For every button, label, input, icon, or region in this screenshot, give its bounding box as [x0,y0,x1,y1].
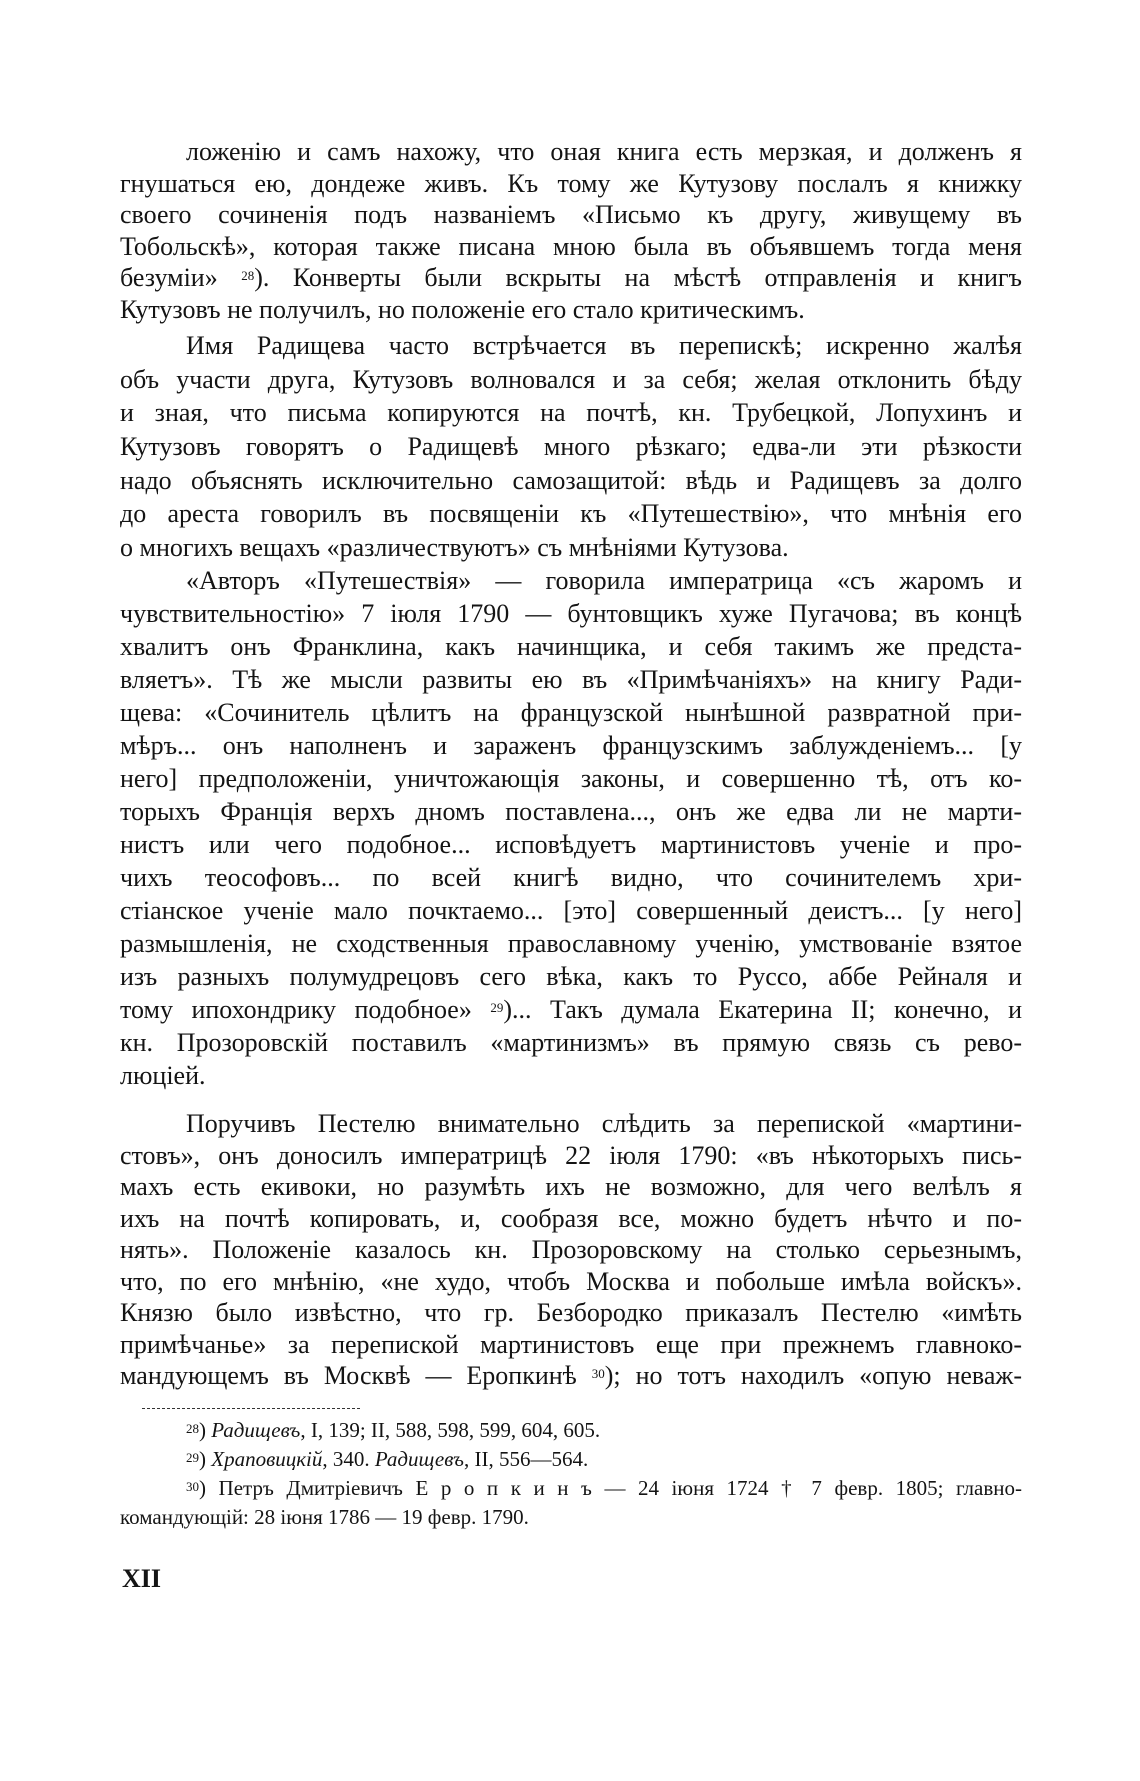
footnote-reference: 29 [490,999,504,1015]
text-line [120,1171,1022,1203]
text-line [120,993,1022,1026]
text-line [120,861,1022,894]
text-line [120,1297,1022,1329]
text-run: мѣръ... онъ наполненъ и зараженъ французскимъ заблужденіемъ... [у [120,730,1022,760]
text-run: хвалитъ онъ Франклина, какъ начинщика, и себя такимъ же предста- [120,631,1022,661]
italic-citation: Храповицкій [211,1447,323,1471]
text-run: , I, 139; II, 588, 598, 599, 604, 605. [300,1418,601,1442]
text-line [120,329,1022,363]
page-number: XII [122,1564,162,1593]
text-line [120,168,1022,200]
text-run: объ участи друга, Кутузовъ волновался и за себя; желая отклонить бѣду [120,364,1022,394]
text-line [120,1329,1022,1361]
text-line [120,1140,1022,1172]
text-run: «Авторъ «Путешествія» — говорила императрица «съ жаромъ и [186,565,1022,595]
footnote-reference: 30 [591,1366,605,1382]
text-line [120,1108,1022,1140]
text-line [120,497,1022,531]
text-run: ); но тотъ находилъ «опую неваж- [604,1361,1022,1391]
text-run: и зная, что письма копируются на почтѣ, кн. Трубецкой, Лопухинъ и [120,398,1022,428]
text-line [120,828,1022,861]
paragraph [120,329,1022,564]
text-run: ) Петръ Дмитріевичъ Е р о п к и н ъ — 24 іюня 1724 † 7 февр. 1805; главно- [199,1476,1022,1500]
text-line [120,663,1022,696]
paragraph [120,564,1022,1092]
text-run: нять». Положеніе казалось кн. Прозоровскому на столько серьезнымъ, [120,1235,1022,1265]
text-run: стіанское ученіе мало почктаемо... [это] совершенный деистъ... [у него] [120,895,1022,925]
footnote-reference: 29 [186,1450,199,1465]
text-run: мандующемъ въ Москвѣ — Еропкинѣ [120,1361,592,1391]
text-line [120,564,1022,597]
text-line [120,294,1022,326]
text-line [120,231,1022,263]
text-run: ложенію и самъ нахожу, что оная книга есть мерзкая, и долженъ я [186,137,1022,167]
paragraph [120,1108,1022,1392]
text-run: люціей. [120,1060,206,1090]
footnote-line [120,1503,1022,1532]
text-line [120,464,1022,498]
text-run: Поручивъ Пестелю внимательно слѣдить за перепиской «мартини- [186,1109,1022,1139]
text-line [120,262,1022,294]
text-line [120,729,1022,762]
text-line [120,960,1022,993]
text-line [120,795,1022,828]
text-run: Кутузовъ не получилъ, но положеніе его стало критическимъ. [120,294,805,324]
text-run: ). Конверты были вскрыты на мѣстѣ отправленія и книгъ [254,263,1023,293]
text-line [120,1203,1022,1235]
text-run: ) [199,1418,212,1442]
text-run: надо объяснять исключительно самозащитой: вѣдь и Радищевъ за долго [120,465,1022,495]
text-line [120,894,1022,927]
paragraph [120,136,1022,325]
text-run: что, по его мнѣнію, «не худо, чтобъ Москва и побольше имѣла войскъ». [120,1266,1022,1296]
text-run: изъ разныхъ полумудрецовъ сего вѣка, какъ то Руссо, аббе Рейналя и [120,961,1022,991]
text-run: него] предположеніи, уничтожающія законы, и совершенно тѣ, отъ ко- [120,763,1022,793]
footnote-line [120,1416,1022,1445]
italic-citation: Радищевъ [374,1447,464,1471]
footnote-line [120,1474,1022,1503]
footnote-reference: 30 [186,1479,199,1494]
text-run: Тобольскѣ», которая также писана мною была въ объявшемъ тогда меня [120,231,1022,261]
text-line [120,1360,1022,1392]
text-line [120,1234,1022,1266]
text-run: чувствительностію» 7 іюля 1790 — бунтовщикъ хуже Пугачова; въ концѣ [120,598,1022,628]
text-run: махъ есть екивоки, но разумѣть ихъ не возможно, для чего велѣлъ я [120,1172,1022,1202]
text-run: кн. Прозоровскій поставилъ «мартинизмъ» въ прямую связь съ рево- [120,1027,1022,1057]
text-run: ) [199,1447,212,1471]
text-run: командующій: 28 іюня 1786 — 19 февр. 1790. [120,1505,529,1529]
footnote-reference: 28 [241,268,255,284]
text-run: о многихъ вещахъ «различествуютъ» съ мнѣніями Кутузова. [120,532,789,562]
text-line [120,1026,1022,1059]
footnote-reference: 28 [186,1421,199,1436]
footnote-line [120,1445,1022,1474]
text-line [120,531,1022,565]
text-run: примѣчанье» за перепиской мартинистовъ еще при прежнемъ главноко- [120,1329,1022,1359]
text-run: до ареста говорилъ въ посвященіи къ «Путешествію», что мнѣнія его [120,499,1022,529]
text-run: размышленія, не сходственныя православному ученію, умствованіе взятое [120,928,1022,958]
footnote-divider [142,1408,360,1409]
footnote [120,1416,1022,1445]
text-run: своего сочиненія подъ названіемъ «Письмо къ другу, живущему въ [120,200,1022,230]
footnote [120,1445,1022,1474]
text-run: безуміи» [120,263,242,293]
text-line [120,696,1022,729]
text-line [120,363,1022,397]
text-run: ихъ на почтѣ копировать, и, сообразя все, можно будетъ нѣчто и по- [120,1203,1022,1233]
text-line [120,597,1022,630]
text-run: нистъ или чего подобное... исповѣдуетъ мартинистовъ ученіе и про- [120,829,1022,859]
text-line [120,199,1022,231]
text-run: вляетъ». Тѣ же мысли развиты ею въ «Примѣчаніяхъ» на книгу Ради- [120,664,1022,694]
text-run: Кутузовъ говорятъ о Радищевѣ много рѣзкаго; едва-ли эти рѣзкости [120,431,1022,461]
text-run: , 340. [322,1447,375,1471]
text-line [120,1266,1022,1298]
text-line [120,396,1022,430]
text-run: чихъ теософовъ... по всей книгѣ видно, что сочинителемъ хри- [120,862,1022,892]
text-run: Имя Радищева часто встрѣчается въ перепискѣ; искренно жалѣя [186,331,1022,361]
text-run: , II, 556—564. [463,1447,589,1471]
text-run: тому ипохондрику подобное» [120,994,491,1024]
text-line [120,1059,1022,1092]
text-line [120,430,1022,464]
text-line [120,136,1022,168]
text-run: торыхъ Франція верхъ дномъ поставлена..., онъ же едва ли не марти- [120,796,1022,826]
footnote [120,1474,1022,1532]
text-line [120,630,1022,663]
text-run: гнушаться ею, дондеже живъ. Къ тому же Кутузову послалъ я книжку [120,168,1022,198]
text-run: стовъ», онъ доносилъ императрицѣ 22 іюля 1790: «въ нѣкоторыхъ пись- [120,1140,1022,1170]
text-line [120,762,1022,795]
text-line [120,927,1022,960]
text-run: Князю было извѣстно, что гр. Безбородко приказалъ Пестелю «имѣть [120,1298,1022,1328]
text-run: щева: «Сочинитель цѣлитъ на французской нынѣшной развратной при- [120,697,1022,727]
italic-citation: Радищевъ [211,1418,301,1442]
text-run: )... Такъ думала Екатерина II; конечно, и [503,994,1022,1024]
